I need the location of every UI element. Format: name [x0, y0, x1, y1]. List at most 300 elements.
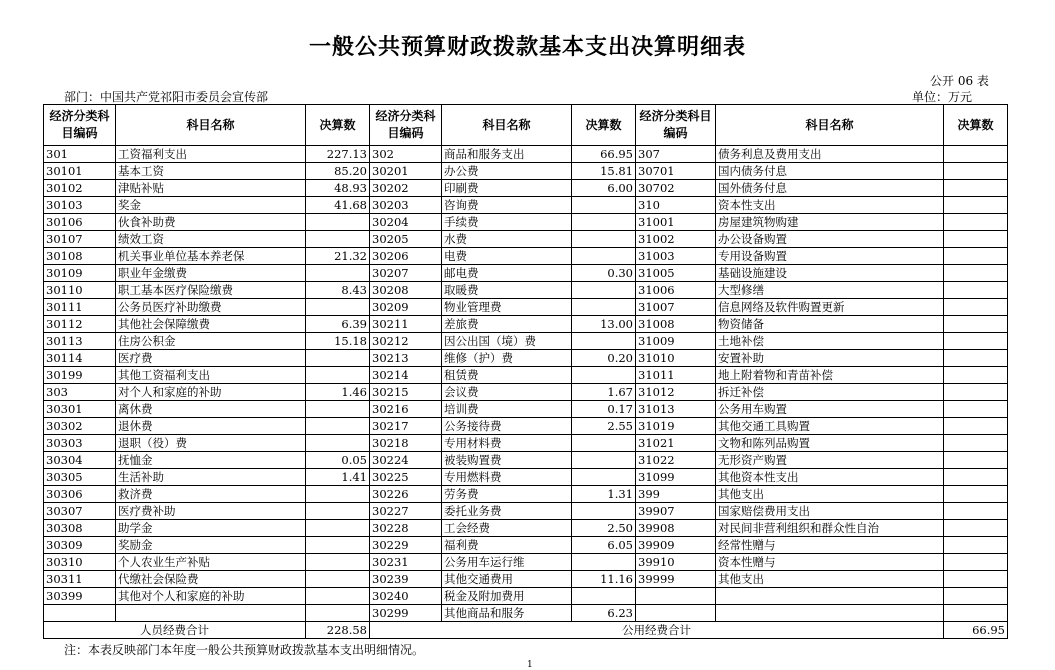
cell-code: 30202 [370, 180, 442, 197]
table-row [44, 163, 1008, 180]
cell-code: 31012 [636, 384, 716, 401]
cell-amount [306, 571, 370, 588]
cell-name: 抚恤金 [116, 452, 306, 469]
cell-name: 对个人和家庭的补助 [116, 384, 306, 401]
cell-code: 30209 [370, 299, 442, 316]
cell-code: 31001 [636, 214, 716, 231]
cell-name: 其他商品和服务 [442, 605, 572, 622]
cell-name: 工资福利支出 [116, 146, 306, 163]
cell-amount: 227.13 [306, 146, 370, 163]
cell-name: 其他交通工具购置 [716, 418, 944, 435]
cell-code: 31022 [636, 452, 716, 469]
cell-amount [944, 333, 1008, 350]
cell-amount [944, 163, 1008, 180]
header-code: 经济分类科目编码 [370, 105, 442, 146]
cell-name [116, 605, 306, 622]
cell-amount: 8.43 [306, 282, 370, 299]
header-code: 经济分类科目编码 [44, 105, 116, 146]
cell-amount [944, 248, 1008, 265]
cell-code: 30107 [44, 231, 116, 248]
cell-code: 30701 [636, 163, 716, 180]
cell-amount [306, 418, 370, 435]
cell-code: 31008 [636, 316, 716, 333]
cell-name: 对民间非营利组织和群众性自治 [716, 520, 944, 537]
cell-name: 会议费 [442, 384, 572, 401]
table-row [44, 282, 1008, 299]
cell-name: 土地补偿 [716, 333, 944, 350]
cell-amount [944, 231, 1008, 248]
cell-code: 30305 [44, 469, 116, 486]
table-row [44, 418, 1008, 435]
table-row [44, 537, 1008, 554]
header-amount: 决算数 [572, 105, 636, 146]
cell-code: 30213 [370, 350, 442, 367]
table-row [44, 435, 1008, 452]
cell-amount [572, 503, 636, 520]
cell-amount [306, 503, 370, 520]
cell-name: 经常性赠与 [716, 537, 944, 554]
cell-code: 30108 [44, 248, 116, 265]
cell-name: 税金及附加费用 [442, 588, 572, 605]
cell-name: 大型修缮 [716, 282, 944, 299]
cell-amount [944, 588, 1008, 605]
cell-amount: 6.05 [572, 537, 636, 554]
cell-code: 30216 [370, 401, 442, 418]
cell-amount [944, 469, 1008, 486]
cell-name: 专用材料费 [442, 435, 572, 452]
cell-code: 30307 [44, 503, 116, 520]
cell-code: 30302 [44, 418, 116, 435]
table-row [44, 248, 1008, 265]
cell-code [636, 588, 716, 605]
cell-amount [944, 367, 1008, 384]
cell-name: 无形资产购置 [716, 452, 944, 469]
cell-name: 其他资本性支出 [716, 469, 944, 486]
cell-name: 国内债务付息 [716, 163, 944, 180]
cell-name: 代缴社会保险费 [116, 571, 306, 588]
cell-code: 31011 [636, 367, 716, 384]
cell-amount [944, 214, 1008, 231]
cell-amount [944, 605, 1008, 622]
cell-name [716, 588, 944, 605]
table-row [44, 384, 1008, 401]
cell-code: 30299 [370, 605, 442, 622]
cell-amount [306, 554, 370, 571]
cell-amount [572, 435, 636, 452]
cell-code: 30109 [44, 265, 116, 282]
table-row [44, 605, 1008, 622]
cell-name: 其他对个人和家庭的补助 [116, 588, 306, 605]
table-row [44, 367, 1008, 384]
cell-code: 30226 [370, 486, 442, 503]
cell-name: 委托业务费 [442, 503, 572, 520]
cell-code: 30240 [370, 588, 442, 605]
cell-name: 公务接待费 [442, 418, 572, 435]
cell-amount [572, 214, 636, 231]
cell-amount [944, 520, 1008, 537]
department-label: 部门：中国共产党祁阳市委员会宣传部 [64, 90, 269, 104]
header-amount: 决算数 [944, 105, 1008, 146]
cell-name: 医疗费补助 [116, 503, 306, 520]
cell-name: 医疗费 [116, 350, 306, 367]
cell-amount [944, 180, 1008, 197]
cell-amount [572, 282, 636, 299]
cell-name: 维修（护）费 [442, 350, 572, 367]
cell-code: 310 [636, 197, 716, 214]
cell-code: 30102 [44, 180, 116, 197]
cell-amount: 0.17 [572, 401, 636, 418]
cell-amount [944, 265, 1008, 282]
header-name: 科目名称 [116, 105, 306, 146]
cell-amount: 11.16 [572, 571, 636, 588]
cell-amount: 2.50 [572, 520, 636, 537]
cell-name: 基础设施建设 [716, 265, 944, 282]
cell-amount: 1.46 [306, 384, 370, 401]
cell-code: 30103 [44, 197, 116, 214]
table-row [44, 520, 1008, 537]
cell-amount [306, 588, 370, 605]
table-row [44, 469, 1008, 486]
cell-code: 31010 [636, 350, 716, 367]
cell-name: 退职（役）费 [116, 435, 306, 452]
cell-amount [306, 401, 370, 418]
cell-amount [306, 265, 370, 282]
cell-code: 30301 [44, 401, 116, 418]
cell-name: 公务用车运行维 [442, 554, 572, 571]
cell-code: 30229 [370, 537, 442, 554]
cell-name: 专用燃料费 [442, 469, 572, 486]
cell-name: 被装购置费 [442, 452, 572, 469]
cell-amount [944, 282, 1008, 299]
cell-code: 30224 [370, 452, 442, 469]
cell-amount [572, 333, 636, 350]
cell-name [716, 605, 944, 622]
table-row [44, 231, 1008, 248]
personnel-total-amount: 228.58 [306, 622, 370, 639]
cell-amount [572, 367, 636, 384]
cell-name: 信息网络及软件购置更新 [716, 299, 944, 316]
cell-name: 劳务费 [442, 486, 572, 503]
cell-code: 30231 [370, 554, 442, 571]
cell-amount [944, 435, 1008, 452]
cell-name: 退休费 [116, 418, 306, 435]
table-row [44, 350, 1008, 367]
table-row [44, 316, 1008, 333]
cell-amount [306, 520, 370, 537]
cell-name: 伙食补助费 [116, 214, 306, 231]
cell-code: 30106 [44, 214, 116, 231]
table-row [44, 265, 1008, 282]
cell-name: 水费 [442, 231, 572, 248]
cell-amount [944, 146, 1008, 163]
cell-amount [306, 350, 370, 367]
table-body [44, 146, 1008, 622]
cell-name: 福利费 [442, 537, 572, 554]
cell-amount: 48.93 [306, 180, 370, 197]
cell-code: 301 [44, 146, 116, 163]
cell-code: 30215 [370, 384, 442, 401]
cell-code: 30227 [370, 503, 442, 520]
cell-amount: 13.00 [572, 316, 636, 333]
cell-amount [944, 452, 1008, 469]
cell-amount [572, 452, 636, 469]
cell-code: 30110 [44, 282, 116, 299]
cell-amount: 0.30 [572, 265, 636, 282]
cell-name: 奖金 [116, 197, 306, 214]
cell-code: 30310 [44, 554, 116, 571]
cell-name: 专用设备购置 [716, 248, 944, 265]
table-row [44, 146, 1008, 163]
cell-code: 30217 [370, 418, 442, 435]
cell-code: 30201 [370, 163, 442, 180]
cell-name: 办公费 [442, 163, 572, 180]
cell-code: 30211 [370, 316, 442, 333]
cell-name: 商品和服务支出 [442, 146, 572, 163]
cell-name: 因公出国（境）费 [442, 333, 572, 350]
cell-amount [306, 367, 370, 384]
cell-amount: 6.23 [572, 605, 636, 622]
cell-amount: 41.68 [306, 197, 370, 214]
cell-code: 302 [370, 146, 442, 163]
cell-code: 30101 [44, 163, 116, 180]
cell-name: 资本性支出 [716, 197, 944, 214]
cell-code: 30303 [44, 435, 116, 452]
cell-amount: 15.18 [306, 333, 370, 350]
totals-row [44, 622, 1008, 639]
cell-code: 39907 [636, 503, 716, 520]
cell-name: 办公设备购置 [716, 231, 944, 248]
cell-code: 30212 [370, 333, 442, 350]
cell-name: 其他社会保障缴费 [116, 316, 306, 333]
cell-code: 30309 [44, 537, 116, 554]
cell-code: 31021 [636, 435, 716, 452]
cell-name: 基本工资 [116, 163, 306, 180]
cell-name: 房屋建筑物购建 [716, 214, 944, 231]
cell-code: 30304 [44, 452, 116, 469]
cell-amount [572, 248, 636, 265]
cell-code: 39909 [636, 537, 716, 554]
table-row [44, 503, 1008, 520]
table-row [44, 180, 1008, 197]
cell-name: 国外债务付息 [716, 180, 944, 197]
cell-code: 30228 [370, 520, 442, 537]
cell-name: 奖励金 [116, 537, 306, 554]
cell-amount: 85.20 [306, 163, 370, 180]
cell-amount [944, 401, 1008, 418]
cell-name: 邮电费 [442, 265, 572, 282]
cell-name: 文物和陈列品购置 [716, 435, 944, 452]
cell-code: 30308 [44, 520, 116, 537]
cell-code: 30208 [370, 282, 442, 299]
cell-amount: 6.39 [306, 316, 370, 333]
cell-name: 绩效工资 [116, 231, 306, 248]
cell-amount: 0.05 [306, 452, 370, 469]
cell-code: 31099 [636, 469, 716, 486]
cell-name: 其他工资福利支出 [116, 367, 306, 384]
cell-amount [944, 418, 1008, 435]
cell-amount [944, 537, 1008, 554]
cell-amount [944, 554, 1008, 571]
cell-amount [572, 299, 636, 316]
header-name: 科目名称 [716, 105, 944, 146]
cell-code: 31007 [636, 299, 716, 316]
cell-code: 31009 [636, 333, 716, 350]
cell-amount: 0.20 [572, 350, 636, 367]
cell-amount: 6.00 [572, 180, 636, 197]
cell-code: 30218 [370, 435, 442, 452]
table-row [44, 554, 1008, 571]
cell-code: 31013 [636, 401, 716, 418]
cell-name: 离休费 [116, 401, 306, 418]
cell-code: 30306 [44, 486, 116, 503]
cell-amount [944, 571, 1008, 588]
table-row [44, 588, 1008, 605]
cell-code: 30214 [370, 367, 442, 384]
cell-name: 租赁费 [442, 367, 572, 384]
cell-code: 39999 [636, 571, 716, 588]
cell-name: 职业年金缴费 [116, 265, 306, 282]
cell-code: 31006 [636, 282, 716, 299]
cell-name: 电费 [442, 248, 572, 265]
form-number: 公开 06 表 [930, 74, 989, 88]
cell-amount [572, 554, 636, 571]
cell-name: 物业管理费 [442, 299, 572, 316]
cell-name: 救济费 [116, 486, 306, 503]
cell-amount: 66.95 [572, 146, 636, 163]
cell-amount [306, 605, 370, 622]
cell-code: 30114 [44, 350, 116, 367]
cell-amount [944, 384, 1008, 401]
cell-name: 其他支出 [716, 486, 944, 503]
cell-amount [306, 486, 370, 503]
cell-name: 物资储备 [716, 316, 944, 333]
cell-amount [944, 503, 1008, 520]
cell-name: 债务利息及费用支出 [716, 146, 944, 163]
cell-name: 安置补助 [716, 350, 944, 367]
cell-code: 30111 [44, 299, 116, 316]
cell-code: 31005 [636, 265, 716, 282]
cell-amount [306, 231, 370, 248]
header-name: 科目名称 [442, 105, 572, 146]
cell-name: 国家赔偿费用支出 [716, 503, 944, 520]
cell-code: 30399 [44, 588, 116, 605]
cell-amount [572, 197, 636, 214]
cell-name: 公务员医疗补助缴费 [116, 299, 306, 316]
cell-name: 取暖费 [442, 282, 572, 299]
cell-name: 印刷费 [442, 180, 572, 197]
cell-code: 30205 [370, 231, 442, 248]
table-row [44, 197, 1008, 214]
cell-amount [944, 316, 1008, 333]
cell-name: 咨询费 [442, 197, 572, 214]
cell-code: 30239 [370, 571, 442, 588]
cell-amount [306, 537, 370, 554]
cell-code: 399 [636, 486, 716, 503]
table-row [44, 452, 1008, 469]
table-row [44, 214, 1008, 231]
cell-name: 住房公积金 [116, 333, 306, 350]
table-row [44, 401, 1008, 418]
cell-code: 303 [44, 384, 116, 401]
cell-amount: 15.81 [572, 163, 636, 180]
cell-amount: 21.32 [306, 248, 370, 265]
page-number: 1 [527, 660, 533, 670]
cell-amount [306, 214, 370, 231]
cell-name: 工会经费 [442, 520, 572, 537]
cell-amount [944, 299, 1008, 316]
cell-code: 30113 [44, 333, 116, 350]
cell-amount: 1.67 [572, 384, 636, 401]
budget-table [43, 104, 1008, 639]
cell-name: 助学金 [116, 520, 306, 537]
cell-name: 资本性赠与 [716, 554, 944, 571]
public-total-amount: 66.95 [944, 622, 1008, 639]
cell-code: 30207 [370, 265, 442, 282]
cell-amount [572, 231, 636, 248]
cell-code: 39910 [636, 554, 716, 571]
cell-code [44, 605, 116, 622]
cell-amount [572, 469, 636, 486]
page-title: 一般公共预算财政拨款基本支出决算明细表 [308, 35, 746, 60]
cell-amount [944, 486, 1008, 503]
cell-code [636, 605, 716, 622]
header-code: 经济分类科目编码 [636, 105, 716, 146]
cell-name: 公务用车购置 [716, 401, 944, 418]
cell-code: 30203 [370, 197, 442, 214]
cell-name: 机关事业单位基本养老保 [116, 248, 306, 265]
cell-name: 职工基本医疗保险缴费 [116, 282, 306, 299]
cell-name: 个人农业生产补贴 [116, 554, 306, 571]
cell-amount [944, 197, 1008, 214]
cell-amount [944, 350, 1008, 367]
table-row [44, 486, 1008, 503]
cell-code: 31002 [636, 231, 716, 248]
footnote: 注：本表反映部门本年度一般公共预算财政拨款基本支出明细情况。 [64, 643, 425, 657]
table-row [44, 333, 1008, 350]
cell-code: 307 [636, 146, 716, 163]
cell-code: 30204 [370, 214, 442, 231]
header-amount: 决算数 [306, 105, 370, 146]
table-row [44, 299, 1008, 316]
cell-name: 地上附着物和青苗补偿 [716, 367, 944, 384]
cell-amount [572, 588, 636, 605]
cell-amount: 1.41 [306, 469, 370, 486]
cell-code: 31019 [636, 418, 716, 435]
table-row [44, 571, 1008, 588]
cell-name: 其他支出 [716, 571, 944, 588]
cell-name: 其他交通费用 [442, 571, 572, 588]
cell-code: 30112 [44, 316, 116, 333]
table-header-row [44, 105, 1008, 146]
cell-amount: 2.55 [572, 418, 636, 435]
cell-amount [306, 435, 370, 452]
cell-code: 39908 [636, 520, 716, 537]
cell-code: 30199 [44, 367, 116, 384]
personnel-total-label: 人员经费合计 [44, 622, 306, 639]
cell-amount: 1.31 [572, 486, 636, 503]
unit-label: 单位：万元 [912, 90, 973, 104]
cell-name: 拆迁补偿 [716, 384, 944, 401]
cell-name: 差旅费 [442, 316, 572, 333]
public-total-label: 公用经费合计 [370, 622, 944, 639]
cell-name: 生活补助 [116, 469, 306, 486]
cell-code: 30311 [44, 571, 116, 588]
cell-name: 津贴补贴 [116, 180, 306, 197]
cell-code: 31003 [636, 248, 716, 265]
cell-name: 培训费 [442, 401, 572, 418]
cell-code: 30206 [370, 248, 442, 265]
cell-amount [306, 299, 370, 316]
